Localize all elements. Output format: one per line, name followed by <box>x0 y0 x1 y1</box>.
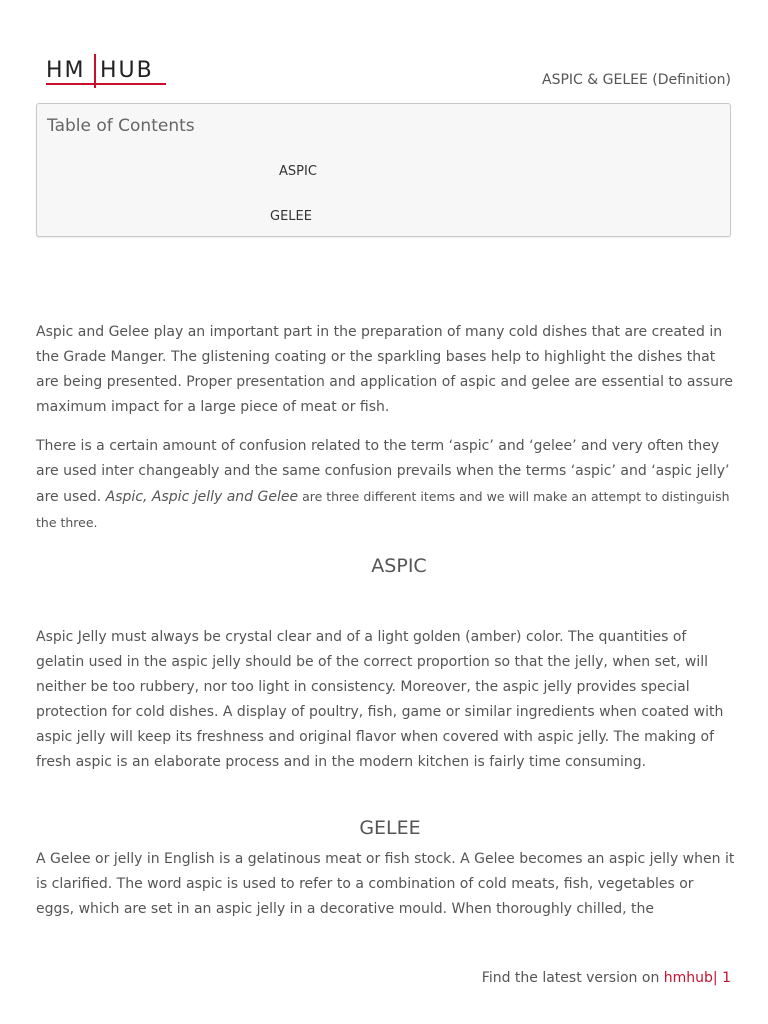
logo-text-left: HM <box>46 58 86 83</box>
confusion-text-end: are three different items and we will make an attempt to distinguish the three. <box>36 489 730 530</box>
toc-link-gelee[interactable]: GELEE <box>270 209 312 224</box>
toc-heading: Table of Contents <box>47 116 195 136</box>
document-title: ASPIC & GELEE (Definition) <box>542 72 731 88</box>
logo-underline <box>46 83 166 85</box>
footer-text: Find the latest version on <box>481 970 664 986</box>
intro-paragraph: Aspic and Gelee play an important part in the preparation of many cold dishes that are created in the Grade Manger. The glistening coating or the sparkling bases help to highlight the dishes that are being presented. Proper presentation and application of aspic and gelee are essential to assure maximum impact for a large piece of meat or fish. <box>36 324 734 415</box>
toc-link-aspic[interactable]: ASPIC <box>279 164 317 179</box>
confusion-text-start: There is a certain amount of confusion related to the term ‘aspic’ and ‘gelee’ and very often they are used inter changeably and the same confusion prevails when the terms ‘aspic’ and ‘aspic jelly’ are used. <box>36 438 730 505</box>
table-of-contents <box>36 103 731 237</box>
gelee-heading: GELEE <box>359 817 421 839</box>
footer-brand-link[interactable]: hmhub <box>663 970 713 986</box>
confusion-italic-terms: Aspic, Aspic jelly and Gelee <box>105 489 299 505</box>
page-number: | 1 <box>712 970 731 986</box>
aspic-paragraph: Aspic Jelly must always be crystal clear and of a light golden (amber) color. The quantities of gelatin used in the aspic jelly should be of the correct proportion so that the jelly, when set, will neither be too rubbery, nor too light in consistency. Moreover, the aspic jelly provides special protection for cold dishes. A display of poultry, fish, game or similar ingredients when coated with aspic jelly will keep its freshness and original flavor when covered with aspic jelly. The making of fresh aspic is an elaborate process and in the modern kitchen is fairly time consuming. <box>36 629 724 770</box>
page-footer <box>482 970 731 986</box>
aspic-heading: ASPIC <box>371 555 427 577</box>
hmhub-logo <box>46 54 168 88</box>
confusion-paragraph <box>36 434 736 536</box>
logo-text-right: HUB <box>100 58 154 83</box>
gelee-paragraph: A Gelee or jelly in English is a gelatinous meat or fish stock. A Gelee becomes an aspic jelly when it is clarified. The word aspic is used to refer to a combination of cold meats, fish, vegetables or eggs, which are set in an aspic jelly in a decorative mould. When thoroughly chilled, the <box>36 851 735 917</box>
